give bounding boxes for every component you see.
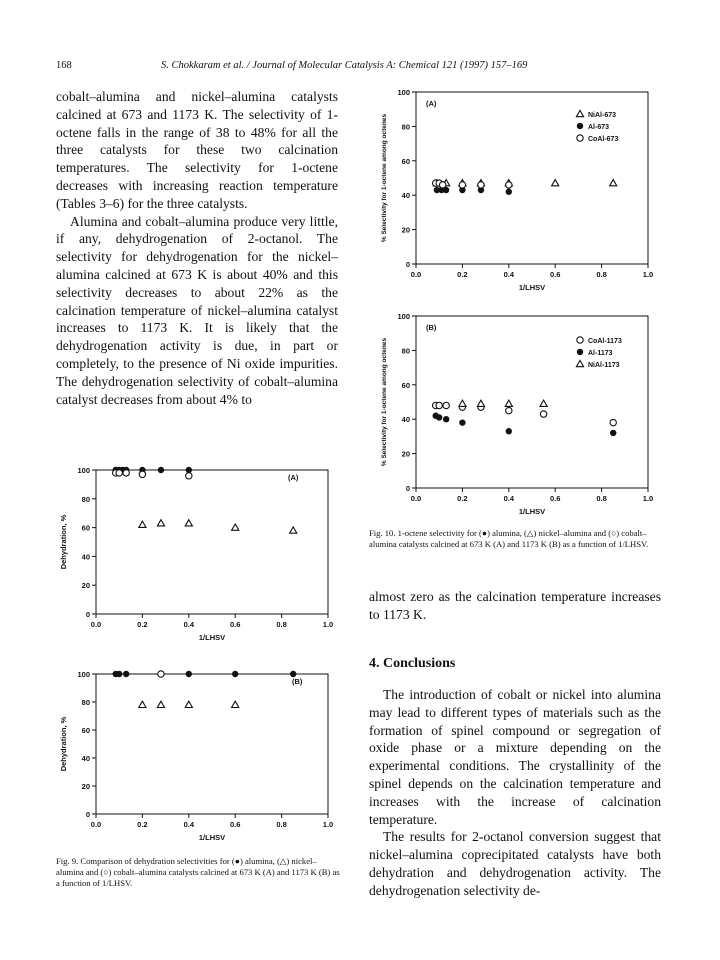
- data-point: [157, 520, 164, 526]
- y-axis-label: Dehydration, %: [59, 716, 68, 772]
- legend-label: CoAl-673: [588, 136, 619, 143]
- fig9-panel-a-chart: [48, 456, 348, 648]
- x-tick-label: 0.4: [183, 820, 195, 829]
- plot-frame: [96, 674, 328, 814]
- y-tick-label: 100: [77, 670, 90, 679]
- data-point: [459, 400, 466, 406]
- data-point: [290, 527, 297, 533]
- data-point: [116, 470, 122, 476]
- legend-marker: [577, 123, 583, 129]
- data-point: [610, 419, 616, 425]
- data-point: [443, 402, 449, 408]
- data-point: [186, 473, 192, 479]
- data-point: [185, 701, 192, 707]
- section-heading: 4. Conclusions: [369, 656, 456, 671]
- y-axis-label: % Selectivity for 1-octene among octenes: [381, 113, 388, 243]
- legend-marker: [577, 135, 583, 141]
- legend-label: Al-673: [588, 124, 610, 131]
- y-tick-label: 40: [401, 415, 410, 425]
- y-tick-label: 40: [401, 191, 410, 201]
- data-point: [505, 400, 512, 406]
- x-axis-label: 1/LHSV: [198, 633, 226, 642]
- legend-marker: [577, 349, 583, 355]
- paragraph: The introduction of cobalt or nickel into alumina may lead to different types of materials such as the formation of spinel compound or segregation of oxide phase or a mixture depending on the experimental conditions. The crystallinity of the spinel depends on the calcination temperature and increases with the increase of calcination temperature.: [369, 687, 661, 827]
- panel-label: (A): [426, 99, 437, 108]
- y-tick-label: 80: [401, 122, 410, 132]
- legend-label: NiAl-673: [588, 112, 617, 119]
- y-tick-label: 20: [401, 225, 410, 235]
- x-tick-label: 0.8: [596, 494, 607, 503]
- data-point: [123, 671, 129, 677]
- right-column-continuation: [369, 588, 661, 624]
- y-tick-label: 80: [81, 494, 90, 504]
- y-axis-label: Dehydration, %: [59, 514, 68, 570]
- running-title: S. Chokkaram et al. / Journal of Molecular Catalysis A: Chemical 121 (1997) 157–169: [161, 60, 528, 71]
- y-tick-label: 0: [85, 610, 90, 619]
- y-tick-label: 0: [405, 484, 410, 493]
- x-tick-label: 0.4: [183, 620, 195, 629]
- x-tick-label: 1.0: [642, 494, 654, 503]
- x-axis-label: 1/LHSV: [518, 507, 546, 516]
- data-point: [443, 416, 449, 422]
- data-point: [506, 189, 512, 195]
- y-tick-label: 0: [85, 810, 90, 819]
- data-point: [459, 182, 465, 188]
- data-point: [232, 671, 238, 677]
- data-point: [610, 430, 616, 436]
- paragraph: Alumina and cobalt–alumina produce very little, if any, dehydrogenation of 2-octanol. The selectivity for dehydrogenation for the nickel–alumina calcined at 673 K is about 40% and this selectivity decreases to about 22% as the calcination temperature of nickel–alumina catalyst increases to 1173 K. It is likely that the dehydrogenation activity is due, in part or completely, to the presence of Ni oxide impurities. The dehydrogenation selectivity of cobalt–alumina catalyst decreases from about 4% to: [56, 213, 338, 407]
- y-tick-label: 0: [405, 260, 410, 269]
- x-tick-label: 0.0: [410, 270, 422, 279]
- x-tick-label: 0.6: [229, 620, 241, 629]
- data-point: [116, 671, 122, 677]
- x-tick-label: 1.0: [642, 270, 654, 279]
- fig10-panel-b-chart: [360, 304, 660, 524]
- y-tick-label: 60: [401, 380, 410, 390]
- x-tick-label: 0.0: [90, 820, 102, 829]
- running-header: [56, 60, 660, 74]
- data-point: [478, 182, 484, 188]
- data-point: [139, 471, 145, 477]
- y-tick-label: 40: [81, 552, 90, 562]
- y-tick-label: 80: [401, 346, 410, 356]
- left-column-text: [56, 88, 338, 408]
- x-tick-label: 0.6: [229, 820, 241, 829]
- legend-label: NiAl-1173: [588, 362, 620, 369]
- y-tick-label: 100: [397, 312, 410, 321]
- x-axis-label: 1/LHSV: [198, 833, 226, 842]
- x-tick-label: 0.4: [503, 494, 515, 503]
- panel-label: (B): [292, 677, 303, 686]
- y-tick-label: 40: [81, 754, 90, 763]
- data-point: [139, 521, 146, 527]
- y-tick-label: 100: [77, 466, 90, 475]
- legend-marker: [577, 337, 583, 343]
- data-point: [185, 520, 192, 526]
- paragraph: almost zero as the calcination temperature increases to 1173 K.: [369, 589, 661, 622]
- data-point: [506, 407, 512, 413]
- x-tick-label: 0.8: [276, 820, 287, 829]
- data-point: [232, 701, 239, 707]
- data-point: [139, 701, 146, 707]
- conclusions-text: [369, 686, 661, 900]
- data-point: [157, 701, 164, 707]
- x-tick-label: 0.6: [549, 494, 561, 503]
- legend-label: CoAl-1173: [588, 338, 622, 345]
- x-tick-label: 0.0: [410, 494, 422, 503]
- data-point: [540, 411, 546, 417]
- x-tick-label: 0.2: [137, 620, 148, 629]
- fig9-caption: Fig. 9. Comparison of dehydration selectivities for (●) alumina, (△) nickel–alumina and (○) cobalt–alumina catalysts calcined at 673 K (A) and 1173 K (B) as a function of 1/LHSV.: [56, 856, 340, 888]
- x-tick-label: 1.0: [322, 820, 334, 829]
- data-point: [186, 671, 192, 677]
- x-tick-label: 0.0: [90, 620, 102, 629]
- data-point: [290, 671, 296, 677]
- paragraph: cobalt–alumina and nickel–alumina catalysts calcined at 673 and 1173 K. The selectivity of 1-octene falls in the range of 38 to 48% for all the three catalysts for these two calcination temperatures. The selectivity for 1-octene decreases with increasing reaction temperature (Tables 3–6) for the three catalysts.: [56, 89, 338, 211]
- data-point: [436, 402, 442, 408]
- y-tick-label: 60: [81, 523, 90, 533]
- x-tick-label: 0.6: [549, 270, 561, 279]
- plot-frame: [96, 470, 328, 614]
- data-point: [123, 470, 129, 476]
- y-tick-label: 20: [401, 449, 410, 459]
- fig9-panel-b-chart: [48, 662, 348, 848]
- data-point: [232, 524, 239, 530]
- legend-marker: [576, 360, 583, 366]
- x-axis-label: 1/LHSV: [518, 283, 546, 292]
- x-tick-label: 0.2: [457, 494, 468, 503]
- paragraph: The results for 2-octanol conversion suggest that nickel–alumina coprecipitated catalysts have both dehydration and dehydrogenation activity. The dehydrogenation selectivity de-: [369, 829, 661, 898]
- x-tick-label: 0.2: [457, 270, 468, 279]
- data-point: [158, 467, 164, 473]
- data-point: [436, 414, 442, 420]
- legend-marker: [576, 110, 583, 116]
- data-point: [540, 400, 547, 406]
- x-tick-label: 0.8: [276, 620, 287, 629]
- data-point: [158, 671, 164, 677]
- legend-label: Al-1173: [588, 350, 613, 357]
- panel-label: (A): [288, 473, 299, 482]
- x-tick-label: 0.4: [503, 270, 515, 279]
- y-tick-label: 100: [397, 88, 410, 97]
- fig10-caption: Fig. 10. 1-octene selectivity for (●) alumina, (△) nickel–alumina and (○) cobalt–alumina catalysts calcined at 673 K (A) and 1173 K (B) as a function of 1/LHSV.: [369, 528, 649, 549]
- x-tick-label: 0.2: [137, 820, 148, 829]
- page-number: 168: [56, 60, 72, 71]
- data-point: [506, 182, 512, 188]
- data-point: [477, 400, 484, 406]
- data-point: [439, 182, 445, 188]
- x-tick-label: 1.0: [322, 620, 334, 629]
- data-point: [506, 428, 512, 434]
- y-tick-label: 60: [81, 726, 90, 735]
- data-point: [552, 180, 559, 186]
- y-tick-label: 20: [81, 581, 90, 591]
- y-axis-label: % Selectivity for 1-octene among octenes: [381, 337, 388, 467]
- data-point: [459, 419, 465, 425]
- fig10-panel-a-chart: [360, 80, 660, 298]
- y-tick-label: 80: [81, 698, 90, 707]
- data-point: [610, 180, 617, 186]
- y-tick-label: 60: [401, 156, 410, 166]
- panel-label: (B): [426, 323, 437, 332]
- x-tick-label: 0.8: [596, 270, 607, 279]
- y-tick-label: 20: [81, 782, 90, 791]
